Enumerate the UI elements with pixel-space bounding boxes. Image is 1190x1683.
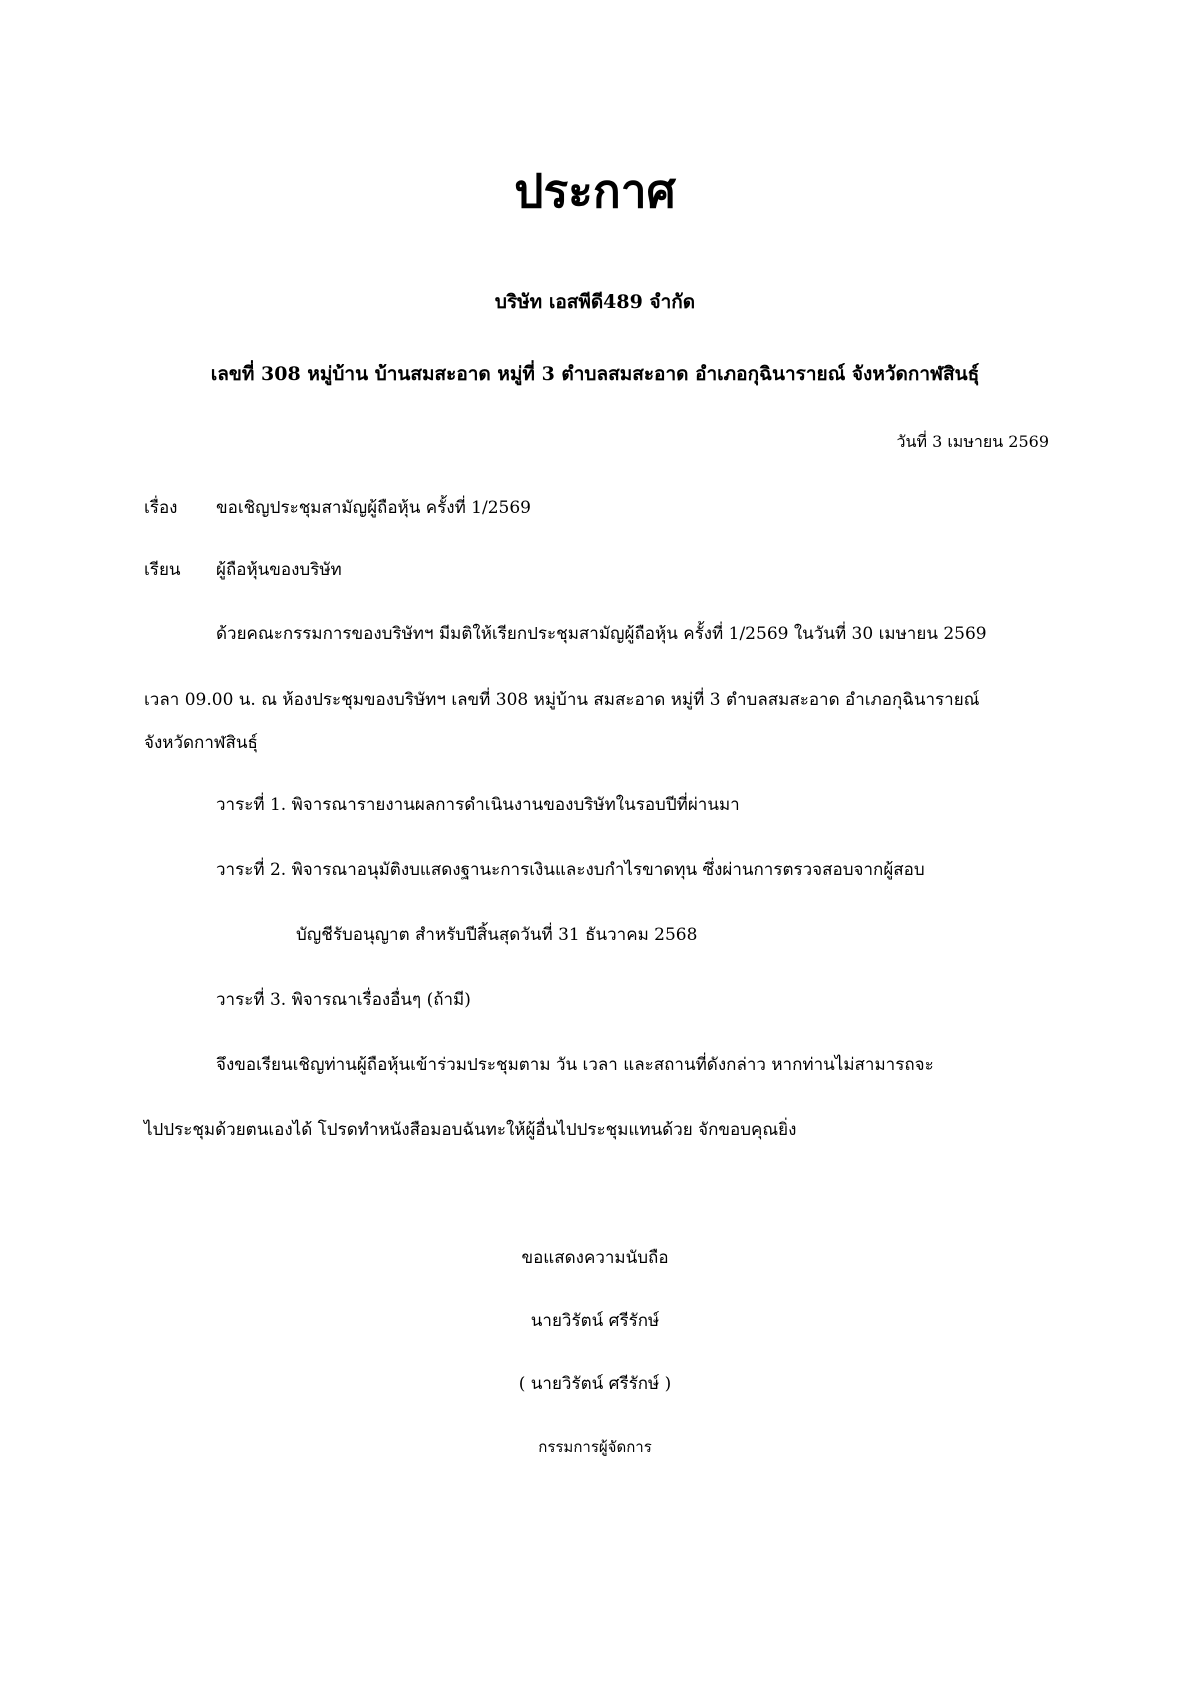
- intro-line-3: จังหวัดกาฬสินธุ์: [144, 733, 258, 753]
- subject-value: ขอเชิญประชุมสามัญผู้ถือหุ้น ครั้งที่ 1/2569: [216, 498, 531, 518]
- page-title: ประกาศ: [514, 164, 676, 218]
- company-name: บริษัท เอสพีดี489 จำกัด: [494, 291, 696, 313]
- intro-line-2: เวลา 09.00 น. ณ ห้องประชุมของบริษัทฯ เลขที่ 308 หมู่บ้าน สมสะอาด หมู่ที่ 3 ตำบลสมสะอาด อำเภอกุฉินารายณ์: [144, 690, 980, 710]
- recipient-label: เรียน: [144, 560, 181, 580]
- signer-position: กรรมการผู้จัดการ: [538, 1438, 652, 1456]
- company-address: เลขที่ 308 หมู่บ้าน บ้านสมสะอาด หมู่ที่ 3 ตำบลสมสะอาด อำเภอกุฉินารายณ์ จังหวัดกาฬสินธุ์: [210, 363, 980, 385]
- recipient-value: ผู้ถือหุ้นของบริษัท: [216, 560, 342, 580]
- subject-label: เรื่อง: [144, 498, 178, 518]
- intro-line-1: ด้วยคณะกรรมการของบริษัทฯ มีมติให้เรียกประชุมสามัญผู้ถือหุ้น ครั้งที่ 1/2569 ในวันที่ 30 เมษายน 2569: [216, 624, 987, 644]
- agenda-item: วาระที่ 3. พิจารณาเรื่องอื่นๆ (ถ้ามี): [216, 990, 471, 1010]
- invitation-line-1: จึงขอเรียนเชิญท่านผู้ถือหุ้นเข้าร่วมประชุมตาม วัน เวลา และสถานที่ดังกล่าว หากท่านไม่สามารถจะ: [216, 1055, 934, 1075]
- closing-salutation: ขอแสดงความนับถือ: [521, 1248, 669, 1268]
- agenda-item-continuation: บัญชีรับอนุญาต สำหรับปีสิ้นสุดวันที่ 31 ธันวาคม 2568: [296, 925, 698, 945]
- invitation-line-2: ไปประชุมด้วยตนเองได้ โปรดทำหนังสือมอบฉันทะให้ผู้อื่นไปประชุมแทนด้วย จักขอบคุณยิ่ง: [144, 1120, 797, 1140]
- document-date: วันที่ 3 เมษายน 2569: [896, 432, 1049, 451]
- signer-name-parenthetical: ( นายวิรัตน์ ศรีรักษ์ ): [518, 1374, 672, 1394]
- agenda-item: วาระที่ 1. พิจารณารายงานผลการดำเนินงานของบริษัทในรอบปีที่ผ่านมา: [216, 795, 740, 815]
- signer-name: นายวิรัตน์ ศรีรักษ์: [530, 1311, 660, 1331]
- agenda-item: วาระที่ 2. พิจารณาอนุมัติงบแสดงฐานะการเงินและงบกำไรขาดทุน ซึ่งผ่านการตรวจสอบจากผู้สอบ: [216, 860, 925, 880]
